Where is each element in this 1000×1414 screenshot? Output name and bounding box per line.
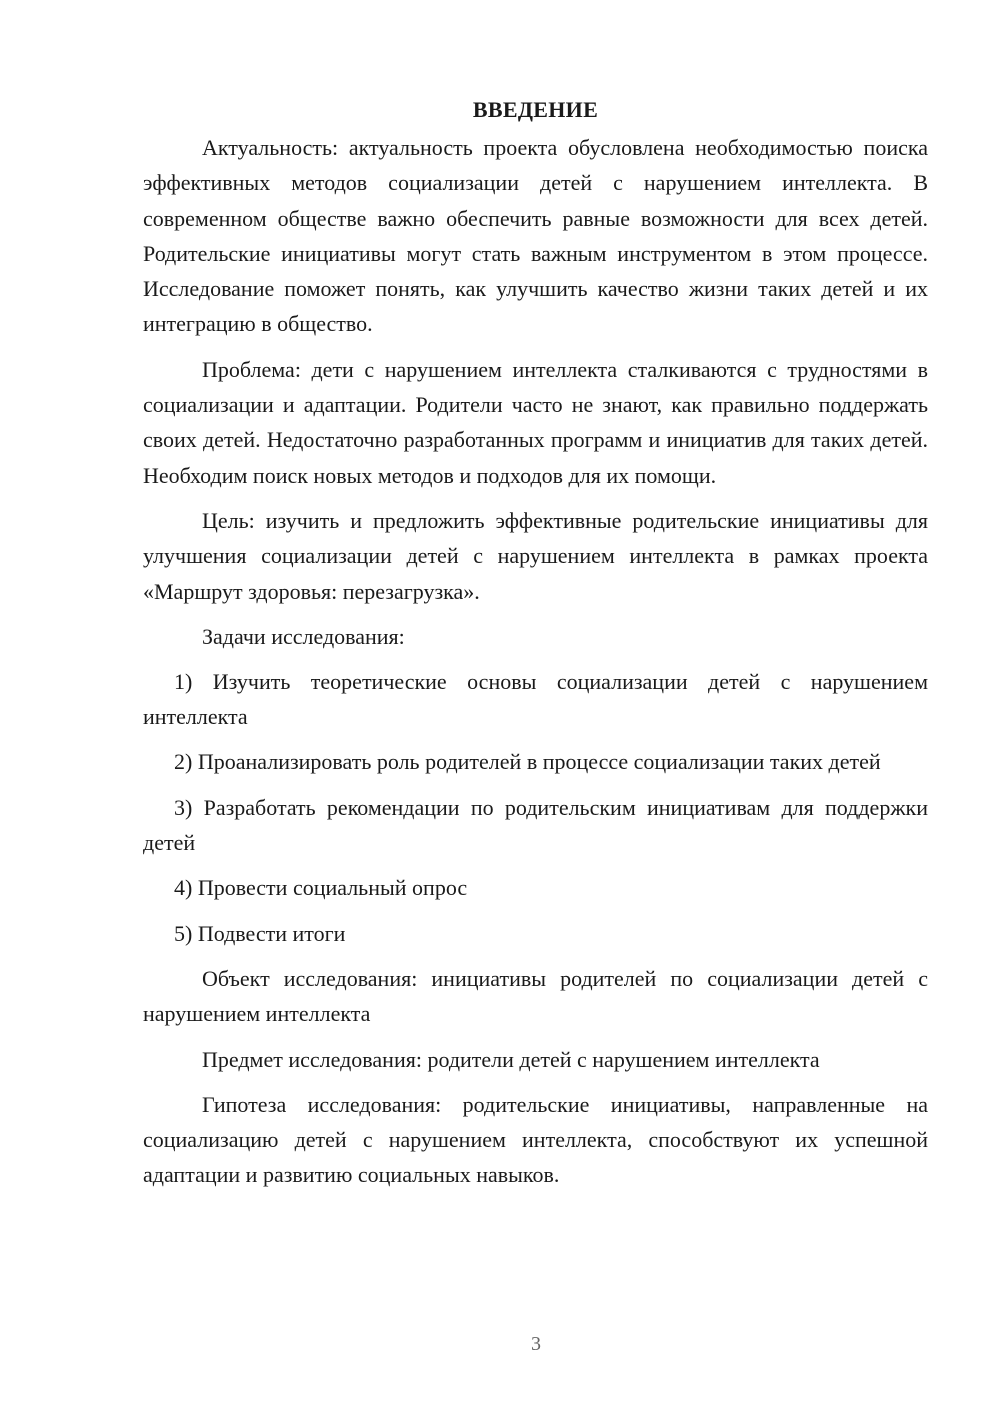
page-title: ВВЕДЕНИЕ	[472, 97, 599, 122]
task-item: 5) Подвести итоги	[174, 920, 346, 946]
hypothesis-paragraph: Гипотеза исследования: родительские инициативы, направленные на социализацию детей с нарушением интеллекта, способствуют их успешной адаптации и развитию социальных навыков.	[143, 1091, 928, 1188]
goal-paragraph: Цель: изучить и предложить эффективные родительские инициативы для улучшения социализации детей с нарушением интеллекта в рамках проекта «Маршрут здоровья: перезагрузка».	[143, 507, 928, 604]
subject-paragraph: Предмет исследования: родители детей с нарушением интеллекта	[202, 1046, 820, 1072]
problem-paragraph: Проблема: дети с нарушением интеллекта сталкиваются с трудностями в социализации и адаптации. Родители часто не знают, как правильно поддержать своих детей. Недостаточно разработанных программ и инициатив для таких детей. Необходим поиск новых методов и подходов для их помощи.	[143, 356, 928, 488]
tasks-heading: Задачи исследования:	[202, 623, 405, 649]
relevance-paragraph: Актуальность: актуальность проекта обусловлена необходимостью поиска эффективных методов социализации детей с нарушением интеллекта. В современном обществе важно обеспечить равные возможности для всех детей. Родительские инициативы могут стать важным инструментом в этом процессе. Исследование поможет понять, как улучшить качество жизни таких детей и их интеграцию в общество.	[143, 135, 928, 337]
task-item: 1) Изучить теоретические основы социализации детей с нарушением интеллекта	[143, 668, 928, 730]
task-item: 4) Провести социальный опрос	[174, 875, 468, 901]
task-item: 2) Проанализировать роль родителей в процессе социализации таких детей	[174, 749, 881, 775]
page-number: 3	[531, 1333, 541, 1355]
tasks-list	[143, 664, 928, 951]
object-paragraph: Объект исследования: инициативы родителей по социализации детей с нарушением интеллекта	[143, 965, 928, 1027]
document-page	[143, 92, 928, 1203]
task-item: 3) Разработать рекомендации по родительским инициативам для поддержки детей	[143, 794, 928, 856]
